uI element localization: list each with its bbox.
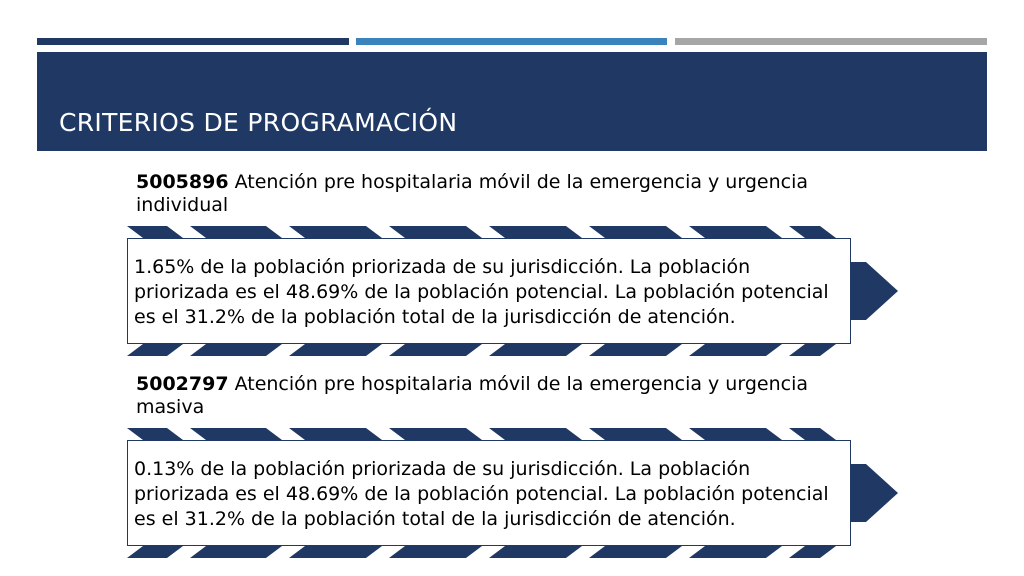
- chevron-strip: [489, 226, 582, 238]
- chevron-strip: [689, 344, 782, 356]
- chevron-strip: [789, 344, 836, 356]
- section-heading-1: [136, 171, 836, 217]
- chevron-arrow-tip: [851, 464, 898, 522]
- chevron-strip: [190, 226, 282, 238]
- chevron-strip: [389, 344, 482, 356]
- section-heading-2: [136, 373, 836, 419]
- slide-title: CRITERIOS DE PROGRAMACIÓN: [59, 108, 458, 137]
- chevron-strip: [789, 226, 836, 238]
- chevron-strip: [127, 428, 183, 440]
- chevron-strip: [589, 226, 682, 238]
- chevron-strip: [190, 546, 282, 558]
- chevron-strip: [389, 226, 482, 238]
- chevron-strip: [489, 428, 582, 440]
- chevron-strip: [190, 344, 282, 356]
- chevron-strip: [127, 546, 183, 558]
- chevron-arrow-base: [851, 238, 866, 264]
- chevron-strip: [589, 546, 682, 558]
- chevron-strip: [489, 344, 582, 356]
- chevron-strip: [190, 428, 282, 440]
- chevron-strip: [389, 428, 482, 440]
- chevron-strip: [289, 344, 382, 356]
- section-title-2: Atención pre hospitalaria móvil de la emergencia y urgencia masiva: [136, 373, 808, 418]
- criteria-text-1: 1.65% de la población priorizada de su jurisdicción. La población priorizada es el 48.69% de la población potencial. La población potencial es el 31.2% de la población total de la jurisdicción de atención.: [134, 256, 829, 328]
- chevron-strip: [489, 546, 582, 558]
- criteria-box-2: [127, 440, 851, 546]
- chevron-strip: [289, 226, 382, 238]
- chevron-strip: [789, 428, 836, 440]
- chevron-strip: [127, 344, 183, 356]
- section-title-1: Atención pre hospitalaria móvil de la emergencia y urgencia individual: [136, 171, 808, 216]
- chevron-strip: [689, 428, 782, 440]
- chevron-arrow-tip: [851, 262, 898, 320]
- chevron-strip: [289, 428, 382, 440]
- chevron-strip: [589, 344, 682, 356]
- criteria-text-2: 0.13% de la población priorizada de su jurisdicción. La población priorizada es el 48.69% de la población potencial. La población potencial es el 31.2% de la población total de la jurisdicción de atención.: [134, 458, 829, 530]
- chevron-strip: [289, 546, 382, 558]
- chevron-strip: [789, 546, 836, 558]
- chevron-strip: [689, 546, 782, 558]
- chevron-strip: [689, 226, 782, 238]
- chevron-strip: [389, 546, 482, 558]
- chevron-strip: [589, 428, 682, 440]
- section-code-1: 5005896: [136, 171, 229, 193]
- section-code-2: 5002797: [136, 373, 229, 395]
- criteria-box-1: [127, 238, 851, 344]
- chevron-strip: [127, 226, 183, 238]
